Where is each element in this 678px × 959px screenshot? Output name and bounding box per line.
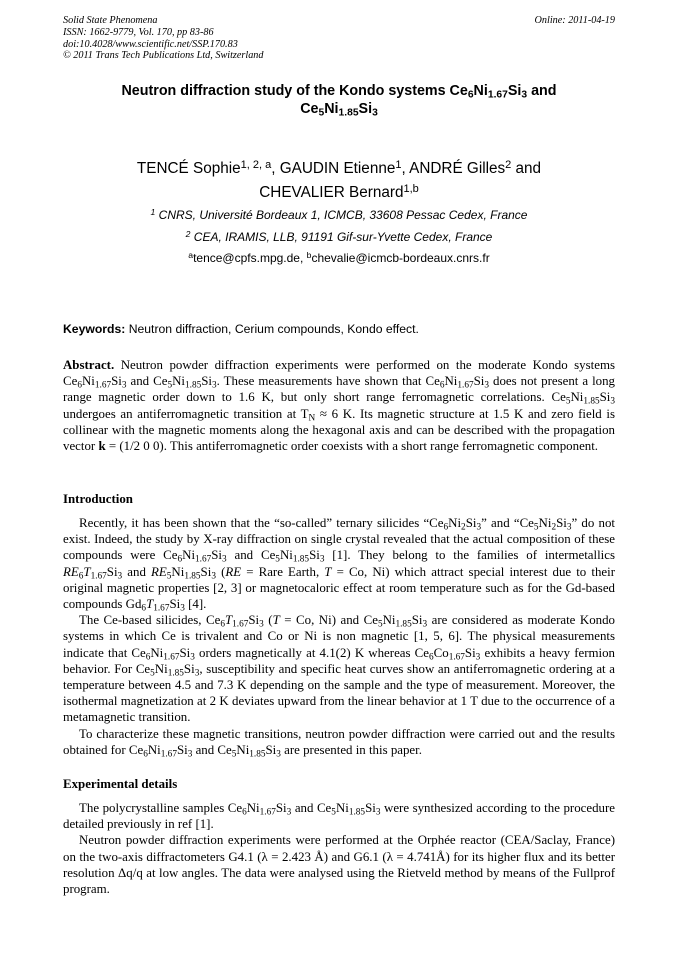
sub: 1.85: [167, 668, 184, 679]
text: undergoes an antiferromagnetic transition at T: [63, 406, 309, 421]
title-sub: 1.67: [487, 89, 508, 101]
text: are presented in this paper.: [280, 742, 422, 757]
sub: 1.67: [457, 380, 474, 391]
sub: 5: [533, 522, 539, 533]
text: Si: [179, 645, 191, 660]
text: ” do not exist. Indeed, the study by X-ray diffraction on single crystal revealed that the actual composition of these compounds were Ce: [63, 516, 616, 563]
text: Ni: [335, 801, 349, 815]
text: Si: [309, 548, 320, 563]
text: Si: [275, 801, 287, 815]
text: = Rare Earth,: [241, 564, 325, 579]
sub: 1.67: [259, 807, 276, 818]
text: (: [215, 564, 226, 579]
abstract-label: Abstract.: [63, 358, 115, 372]
exp-paragraph-2: Neutron powder diffraction experiments were performed at the Orphée reactor (CEA/Saclay, France) on the two-axis diffractometers G4.1 (λ = 2.423 Å) and G6.1 (λ = 4.741Å) for its higher flux and its better resolution Δq/q at low angles. The data were analysed using the Rietveld method by means of the Fullprof program.: [63, 833, 615, 897]
text: T: [324, 564, 332, 579]
text: orders magnetically at 4.1(2) K whereas Ce: [194, 645, 429, 660]
title-text: and: [527, 83, 557, 99]
text: [1]. They belong to the families of intermetallics: [324, 548, 615, 563]
text: Co: [433, 645, 449, 660]
title-text: Ni: [473, 83, 488, 99]
sub: 6: [143, 749, 148, 760]
exp-paragraph-1: [63, 800, 615, 832]
sub: 3: [610, 396, 615, 407]
text: Si: [169, 597, 181, 612]
abstract-paragraph: [63, 357, 615, 454]
intro-paragraph-1: [63, 515, 615, 612]
sub: 3: [259, 619, 264, 630]
sub: 3: [375, 807, 381, 818]
sub: 5: [377, 619, 383, 630]
text: Si: [556, 516, 567, 530]
text: Ni: [448, 516, 462, 530]
text: Ni: [81, 374, 95, 389]
issn-line: ISSN: 1662-9779, Vol. 170, pp 83-86: [63, 26, 214, 38]
email-line: [63, 251, 615, 265]
sub: 6: [141, 603, 147, 614]
sub: 6: [220, 619, 225, 630]
sub: 3: [187, 749, 193, 760]
text: [4].: [184, 597, 207, 612]
text: Si: [473, 374, 485, 389]
sub: 6: [242, 807, 247, 818]
email-mark: b: [306, 250, 312, 261]
text: and: [122, 564, 152, 579]
text: Si: [248, 613, 260, 628]
sub: 3: [484, 380, 489, 391]
sub: 1.85: [395, 619, 412, 630]
text: = Co, Ni) and Ce: [279, 613, 378, 628]
title-sub: 1.85: [338, 107, 359, 119]
text: Ni: [538, 516, 552, 530]
text: Si: [465, 516, 477, 530]
text: Si: [599, 390, 611, 405]
text: (: [263, 613, 273, 628]
sub: 3: [475, 651, 481, 662]
text: Si: [265, 742, 277, 757]
sub: 5: [331, 807, 336, 818]
author-list: [63, 157, 615, 205]
author-affil-mark: 1,b: [403, 183, 419, 196]
text: Si: [211, 548, 223, 563]
text: Si: [183, 661, 195, 676]
abstract: [63, 357, 615, 454]
text: Recently, it has been shown that the “so-called” ternary silicides “Ce: [79, 516, 444, 530]
text: . These measurements have shown that Ce: [216, 374, 440, 389]
text: Si: [106, 564, 118, 579]
affil-mark: 1: [150, 207, 156, 218]
text: RE: [63, 564, 79, 579]
sub: 2: [461, 522, 466, 533]
title-sub: 5: [318, 107, 325, 119]
sub: 3: [222, 554, 227, 565]
sub: 5: [231, 749, 237, 760]
sub: 1.67: [195, 554, 212, 565]
text: Si: [176, 742, 188, 757]
title-sub: 6: [467, 89, 474, 101]
sub: 6: [145, 651, 151, 662]
sub: 3: [211, 380, 217, 391]
sub: 6: [443, 522, 449, 533]
sub: 5: [565, 396, 571, 407]
sub: 3: [566, 522, 572, 533]
author-name: CHEVALIER Bernard: [259, 184, 404, 201]
sub: 1.67: [160, 749, 177, 760]
sub: 3: [286, 807, 292, 818]
text: T: [272, 613, 280, 628]
text: and Ce: [126, 374, 168, 389]
text: ≈ 6 K. Its magnetic structure at 1.5 K and zero field is collinear with the magnetic moments along the hexagonal axis and can be described with the propagation vector: [63, 406, 615, 454]
sub: 6: [77, 380, 82, 391]
text: ” and “Ce: [481, 516, 534, 530]
text: T: [224, 613, 233, 628]
sub: 5: [166, 570, 172, 581]
sub: 1.85: [292, 554, 310, 565]
email-link[interactable]: chevalie@icmcb-bordeaux.cnrs.fr: [311, 251, 490, 265]
text: and Ce: [291, 801, 332, 815]
text: Si: [365, 801, 376, 815]
author-name: TENCÉ Sophie: [136, 160, 241, 177]
sub: 3: [319, 554, 325, 565]
intro-paragraph-3: [63, 726, 615, 758]
keywords-text: Neutron diffraction, Cerium compounds, Kondo effect.: [125, 322, 419, 336]
text: and Ce: [192, 742, 232, 757]
text: RE: [225, 564, 242, 579]
journal-name: Solid State Phenomena: [63, 15, 158, 26]
sub: 1.67: [94, 380, 112, 391]
online-date: Online: 2011-04-19: [534, 15, 615, 26]
section-heading-introduction: Introduction: [63, 492, 133, 506]
text: are considered as moderate Kondo systems in which Ce is trivalent and Co or Ni is non magnetic [1, 5, 6]. The physical measurements indicate that Ce: [63, 613, 616, 660]
author-name: , ANDRÉ Gilles: [401, 160, 506, 177]
text: T: [146, 597, 154, 612]
text: Ni: [236, 742, 250, 757]
author-affil-mark: 1, 2, a: [240, 159, 272, 172]
text: Ni: [172, 374, 185, 389]
affil-text: CNRS, Université Bordeaux 1, ICMCB, 33608 Pessac Cedex, France: [155, 208, 528, 222]
sub: 6: [429, 651, 434, 662]
intro-paragraph-2: [63, 612, 615, 725]
text: Si: [200, 564, 212, 579]
email-link[interactable]: tence@cpfs.mpg.de,: [193, 251, 307, 265]
sub: 1.67: [232, 619, 249, 630]
sub: 1.67: [90, 570, 107, 581]
sub: 3: [190, 651, 195, 662]
text: To characterize these magnetic transitions, neutron powder diffraction were carried out and the results obtained for Ce: [63, 726, 615, 757]
affil-text: CEA, IRAMIS, LLB, 91191 Gif-sur-Yvette Cedex, France: [190, 230, 493, 244]
text: The polycrystalline samples Ce: [79, 801, 243, 815]
text: The Ce-based silicides, Ce: [79, 613, 221, 628]
text: Si: [201, 374, 212, 389]
journal-header: [63, 15, 615, 62]
sub: 5: [167, 380, 173, 391]
keywords-label: Keywords:: [63, 322, 126, 336]
sub: 3: [121, 380, 127, 391]
text: = Co, Ni) which attract special interest due to their original magnetic properties [2, 3] or magnetocaloric effect at room temperature such as for the Gd-based compounds Gd: [63, 564, 615, 612]
sub: 1.67: [153, 603, 170, 614]
sub: 5: [275, 554, 280, 565]
title-sub: 3: [521, 89, 528, 101]
text: Ni: [171, 564, 185, 579]
sub: 1.85: [583, 396, 600, 407]
email-mark: a: [188, 250, 194, 261]
sub: 1.85: [185, 380, 202, 391]
paper-title: [63, 82, 615, 118]
text: Ni: [154, 661, 168, 676]
text: , susceptibility and specific heat curves show an antiferromagnetic ordering at a temperature between 4.5 and 7.3 K depending on the sample and the type of measurement. Moreover, the isothermal magnetization at 2 K deviates upward from the linear behavior at 1 T due to the occurrence of a metamagnetic transition.: [63, 661, 616, 725]
title-text: Ni: [324, 101, 339, 117]
sub: 3: [422, 619, 428, 630]
sub: 3: [117, 570, 123, 581]
sub: 1.85: [184, 570, 201, 581]
sub: 1.67: [163, 651, 180, 662]
text: exhibits a heavy fermion behavior. For Ce: [63, 645, 616, 676]
copyright-line: © 2011 Trans Tech Publications Ltd, Switzerland: [63, 50, 264, 62]
sub: 3: [476, 522, 482, 533]
text: Si: [111, 374, 122, 389]
author-sep: and: [511, 160, 542, 177]
sub: 3: [276, 749, 281, 760]
sub: N: [308, 412, 316, 423]
introduction-body: [63, 515, 615, 758]
sub: 3: [211, 570, 216, 581]
title-sub: 3: [372, 107, 378, 119]
text: were synthesized according to the procedure detailed previously in ref [1].: [63, 801, 615, 832]
text: Ni: [246, 801, 260, 815]
author-affil-mark: 1: [395, 159, 402, 172]
keywords: [63, 322, 615, 336]
text: Ni: [444, 374, 458, 389]
sub: 6: [177, 554, 183, 565]
section-heading-experimental: Experimental details: [63, 777, 178, 791]
title-text: Si: [507, 83, 522, 99]
text: Si: [464, 645, 476, 660]
text: = (1/2 0 0). This antiferromagnetic order coexists with a short range ferromagnetic component.: [105, 439, 599, 454]
vector-k: k: [98, 439, 106, 454]
author-name: , GAUDIN Etienne: [271, 160, 396, 177]
affil-mark: 2: [185, 229, 191, 240]
text: Ni: [147, 742, 161, 757]
sub: 2: [551, 522, 557, 533]
sub: 1.85: [249, 749, 266, 760]
affiliation-2: [63, 230, 615, 244]
sub: 5: [150, 668, 155, 679]
author-affil-mark: 2: [505, 159, 512, 172]
sub: 6: [78, 570, 84, 581]
doi-line: doi:10.4028/www.scientific.net/SSP.170.83: [63, 38, 238, 50]
title-text: Si: [358, 101, 373, 117]
text: RE: [151, 564, 167, 579]
title-text: Ce: [300, 101, 319, 117]
experimental-body: [63, 800, 615, 897]
title-text: Neutron diffraction study of the Kondo systems Ce: [121, 83, 468, 99]
sub: 1.67: [448, 651, 465, 662]
text: T: [83, 564, 91, 579]
text: Neutron powder diffraction experiments were performed on the moderate Kondo systems Ce: [63, 358, 615, 389]
text: Ni: [182, 548, 196, 563]
sub: 3: [180, 603, 185, 614]
sub: 6: [439, 380, 445, 391]
text: Si: [411, 613, 423, 628]
sub: 3: [194, 668, 200, 679]
sub: 1.85: [348, 807, 366, 818]
text: Ni: [279, 548, 293, 563]
affiliation-1: [63, 208, 615, 222]
text: does not present a long range magnetic order down to 1.6 K, but only short range ferromagnetic correlations. Ce: [63, 374, 615, 405]
text: Ni: [570, 390, 584, 405]
text: Ni: [150, 645, 164, 660]
text: Ni: [382, 613, 396, 628]
text: and Ce: [226, 548, 276, 563]
